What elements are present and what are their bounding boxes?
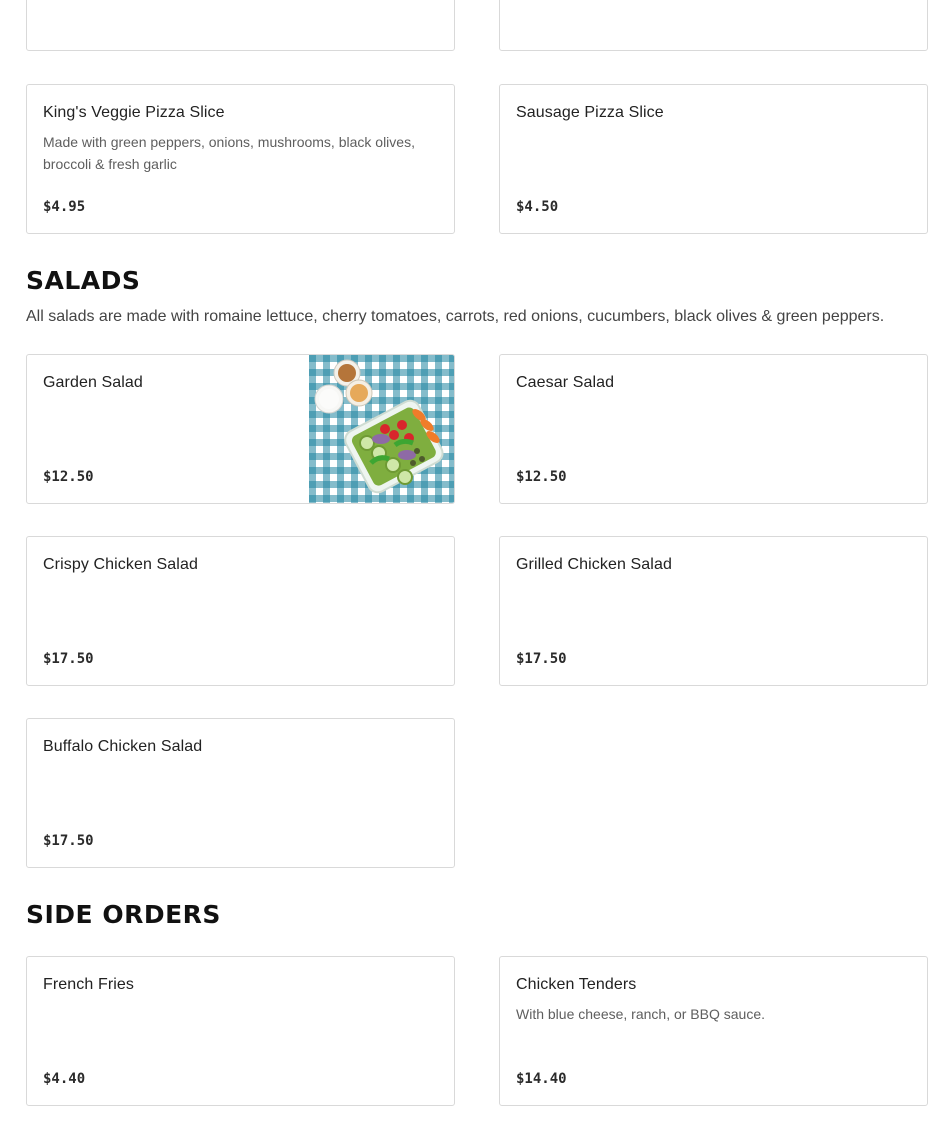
item-name: Grilled Chicken Salad [516,556,672,573]
salad-photo-art [309,355,454,503]
item-price: $12.50 [516,469,567,485]
item-name: Sausage Pizza Slice [516,104,664,121]
menu-item-card-crispy-chicken-salad[interactable] [26,536,455,686]
menu-item-card-buffalo-chicken-salad[interactable] [26,718,455,868]
section-title-side-orders: SIDE ORDERS [26,900,221,929]
menu-item-card-caesar-salad[interactable] [499,354,928,504]
item-price: $17.50 [43,833,94,849]
item-price: $4.40 [43,1071,86,1087]
item-price: $17.50 [516,651,567,667]
menu-item-card-garden-salad[interactable] [26,354,455,504]
menu-item-card-grilled-chicken-salad[interactable] [499,536,928,686]
salad-photo [309,355,454,503]
item-name: Chicken Tenders [516,976,637,993]
menu-item-card-french-fries[interactable] [26,956,455,1106]
item-name: King's Veggie Pizza Slice [43,104,225,121]
item-price: $4.95 [43,199,86,215]
item-price: $12.50 [43,469,94,485]
item-description: Made with green peppers, onions, mushrooms, black olives, broccoli & fresh garlic [43,134,415,172]
item-name: Garden Salad [43,374,143,391]
menu-item-card-kings-veggie-pizza-slice[interactable] [26,84,455,234]
section-title-salads: SALADS [26,266,141,295]
section-description: All salads are made with romaine lettuce, cherry tomatoes, carrots, red onions, cucumbers, black olives & green peppers. [26,308,885,325]
item-name: Crispy Chicken Salad [43,556,198,573]
item-name: French Fries [43,976,134,993]
item-name: Buffalo Chicken Salad [43,738,203,755]
menu-item-card-chicken-tenders[interactable] [499,956,928,1106]
menu-item-card[interactable] [26,0,455,51]
item-description: With blue cheese, ranch, or BBQ sauce. [516,1006,766,1022]
item-price: $4.50 [516,199,559,215]
item-price: $17.50 [43,651,94,667]
item-name: Caesar Salad [516,374,615,391]
menu-item-card-sausage-pizza-slice[interactable] [499,84,928,234]
menu-item-card[interactable] [499,0,928,51]
item-price: $14.40 [516,1071,567,1087]
